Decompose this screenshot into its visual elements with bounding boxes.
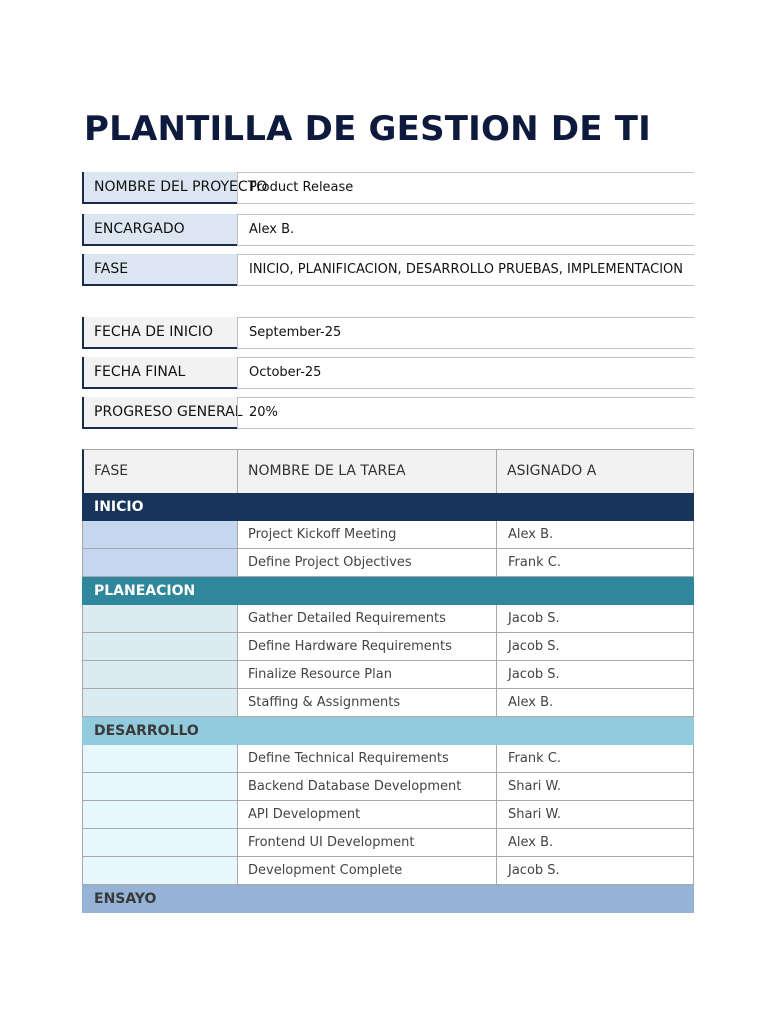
table-row [82, 549, 694, 577]
phase-cell[interactable] [83, 605, 237, 632]
phase-header-planeacion: PLANEACION [82, 577, 694, 605]
start-date-label: FECHA DE INICIO [82, 317, 237, 349]
phase-cell[interactable] [83, 633, 237, 660]
table-row [82, 633, 694, 661]
manager-value[interactable]: Alex B. [237, 214, 694, 246]
task-name-cell[interactable]: Backend Database Development [237, 773, 496, 800]
task-table [82, 449, 694, 913]
phase-cell[interactable] [83, 549, 237, 576]
overall-progress-label: PROGRESO GENERAL [82, 397, 237, 429]
task-name-cell[interactable]: Development Complete [237, 857, 496, 884]
assignee-cell[interactable]: Shari W. [496, 773, 693, 800]
task-name-cell[interactable]: Staffing & Assignments [237, 689, 496, 716]
phase-header-inicio: INICIO [82, 493, 694, 521]
phase-label: FASE [82, 254, 237, 286]
end-date-value[interactable]: October-25 [237, 357, 694, 389]
table-row [82, 801, 694, 829]
table-row [82, 857, 694, 885]
assignee-cell[interactable]: Alex B. [496, 689, 693, 716]
table-header [82, 449, 694, 493]
task-name-cell[interactable]: Define Technical Requirements [237, 745, 496, 772]
overall-progress-value[interactable]: 20% [237, 397, 694, 429]
info-row-end-date [82, 357, 694, 389]
task-name-cell[interactable]: Finalize Resource Plan [237, 661, 496, 688]
table-row [82, 605, 694, 633]
phase-cell[interactable] [83, 661, 237, 688]
phase-cell[interactable] [83, 857, 237, 884]
table-row [82, 829, 694, 857]
phase-value[interactable]: INICIO, PLANIFICACION, DESARROLLO PRUEBAS, IMPLEMENTACION [237, 254, 694, 286]
table-row [82, 661, 694, 689]
manager-label: ENCARGADO [82, 214, 237, 246]
phase-cell[interactable] [83, 521, 237, 548]
info-row-overall-progress [82, 397, 694, 429]
task-name-cell[interactable]: Frontend UI Development [237, 829, 496, 856]
page-title: PLANTILLA DE GESTION DE TI [84, 109, 651, 149]
table-body [82, 493, 694, 913]
start-date-value[interactable]: September-25 [237, 317, 694, 349]
table-row [82, 521, 694, 549]
header-task-name: NOMBRE DE LA TAREA [237, 450, 496, 493]
phase-cell[interactable] [83, 773, 237, 800]
phase-cell[interactable] [83, 689, 237, 716]
phase-cell[interactable] [83, 801, 237, 828]
task-name-cell[interactable]: Define Project Objectives [237, 549, 496, 576]
assignee-cell[interactable]: Shari W. [496, 801, 693, 828]
assignee-cell[interactable]: Alex B. [496, 521, 693, 548]
info-row-start-date [82, 317, 694, 349]
header-assignee: ASIGNADO A [496, 450, 693, 493]
table-row [82, 745, 694, 773]
assignee-cell[interactable]: Frank C. [496, 745, 693, 772]
assignee-cell[interactable]: Jacob S. [496, 633, 693, 660]
end-date-label: FECHA FINAL [82, 357, 237, 389]
header-phase: FASE [94, 463, 129, 479]
assignee-cell[interactable]: Jacob S. [496, 661, 693, 688]
info-row-project-name [82, 172, 694, 204]
info-row-manager [82, 214, 694, 246]
project-name-label: NOMBRE DEL PROYECTO [82, 172, 237, 204]
project-name-value[interactable]: Product Release [237, 172, 694, 204]
phase-cell[interactable] [83, 829, 237, 856]
task-name-cell[interactable]: API Development [237, 801, 496, 828]
phase-cell[interactable] [83, 745, 237, 772]
phase-header-desarrollo: DESARROLLO [82, 717, 694, 745]
table-row [82, 773, 694, 801]
table-row [82, 689, 694, 717]
info-row-phase [82, 254, 694, 286]
task-name-cell[interactable]: Project Kickoff Meeting [237, 521, 496, 548]
assignee-cell[interactable]: Jacob S. [496, 857, 693, 884]
task-name-cell[interactable]: Define Hardware Requirements [237, 633, 496, 660]
assignee-cell[interactable]: Alex B. [496, 829, 693, 856]
assignee-cell[interactable]: Frank C. [496, 549, 693, 576]
assignee-cell[interactable]: Jacob S. [496, 605, 693, 632]
task-name-cell[interactable]: Gather Detailed Requirements [237, 605, 496, 632]
phase-header-ensayo: ENSAYO [82, 885, 694, 913]
